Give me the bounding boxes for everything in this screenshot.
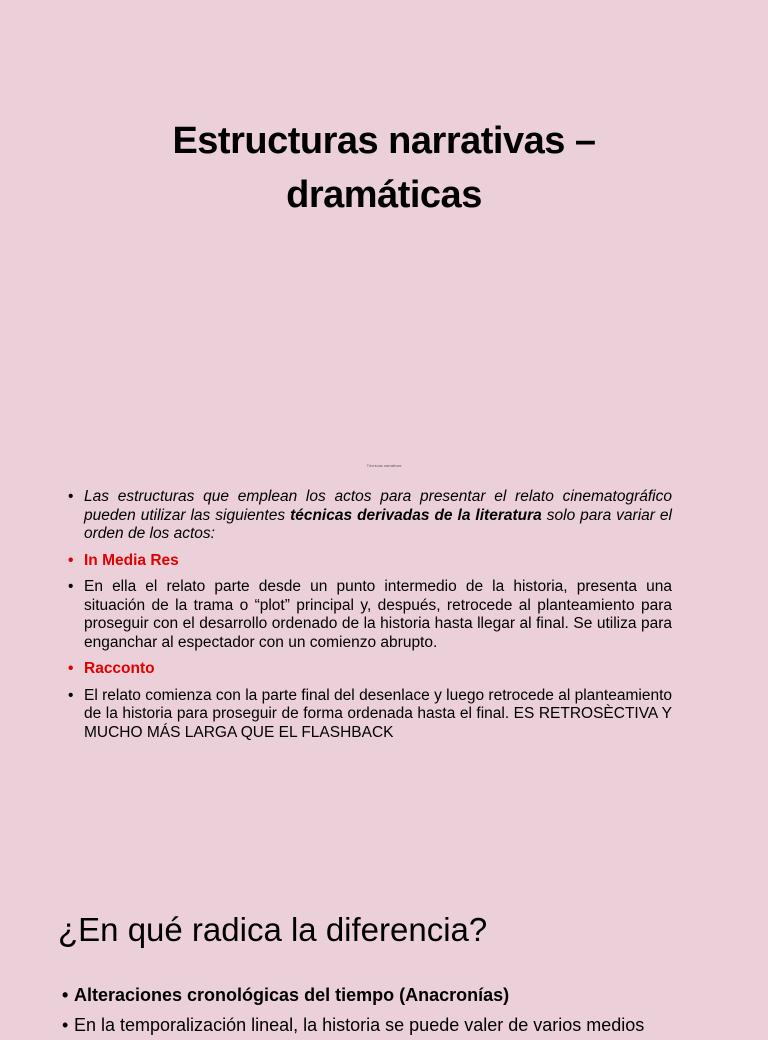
intro-emphasis: técnicas derivadas de la literatura: [290, 506, 542, 524]
bullet-dot: •: [68, 686, 74, 704]
bullet-dot: •: [68, 551, 74, 569]
anacronias-text: Alteraciones cronológicas del tiempo (Anacronías): [74, 985, 510, 1005]
bullet-racconto-body: [68, 687, 672, 743]
slide-title: [0, 114, 768, 222]
intro-text: Las estructuras que emplean los actos para presentar el relato cinematográfico pueden utilizar las siguientes: [84, 488, 672, 524]
temporalizacion-text: En la temporalización lineal, la historia se puede valer de varios medios: [74, 1015, 645, 1035]
title-line-1: Estructuras narrativas –: [172, 120, 596, 162]
bullet-dot: •: [62, 1015, 69, 1035]
heading-in-media-res: In Media Res: [84, 551, 179, 569]
title-line-2: dramáticas: [286, 174, 482, 216]
in-media-res-text: En ella el relato parte desde un punto intermedio de la historia, presenta una situación de la trama o “plot” principal y, después, retrocede al planteamiento para proseguir con el desarrollo ordenado de la historia hasta llegar al final. Se utiliza para enganchar al espectador con un comienzo abrupto.: [84, 578, 672, 651]
bullet-dot: •: [68, 578, 74, 595]
bullet-heading-in-media-res: [68, 552, 672, 571]
slide-2: [0, 880, 768, 1035]
bullet-list: [68, 488, 672, 750]
image-caption: Técnicas narrativas: [366, 463, 402, 468]
bullet-intro: [68, 488, 672, 544]
bullet-dot: •: [68, 488, 74, 505]
bullet-heading-racconto: [68, 660, 672, 679]
slide-2-bullet-list: [62, 980, 712, 1040]
bullet-in-media-res-body: [68, 578, 672, 652]
intro-text-end: solo para variar el orden de los actos:: [84, 506, 672, 542]
heading-racconto: Racconto: [84, 660, 155, 677]
bullet-dot: •: [68, 660, 74, 677]
bullet-anacronias: [62, 980, 712, 1010]
bullet-dot: •: [62, 985, 69, 1005]
slide-2-title: ¿En qué radica la diferencia?: [58, 911, 488, 948]
bullet-temporalizacion: [62, 1010, 712, 1040]
racconto-text: El relato comienza con la parte final del desenlace y luego retrocede al planteamiento de la historia para proseguir de forma ordenada hasta el final. ES RETROSÈCTIVA Y MUCHO MÁS LARGA QUE EL FLASHBACK: [84, 686, 672, 741]
